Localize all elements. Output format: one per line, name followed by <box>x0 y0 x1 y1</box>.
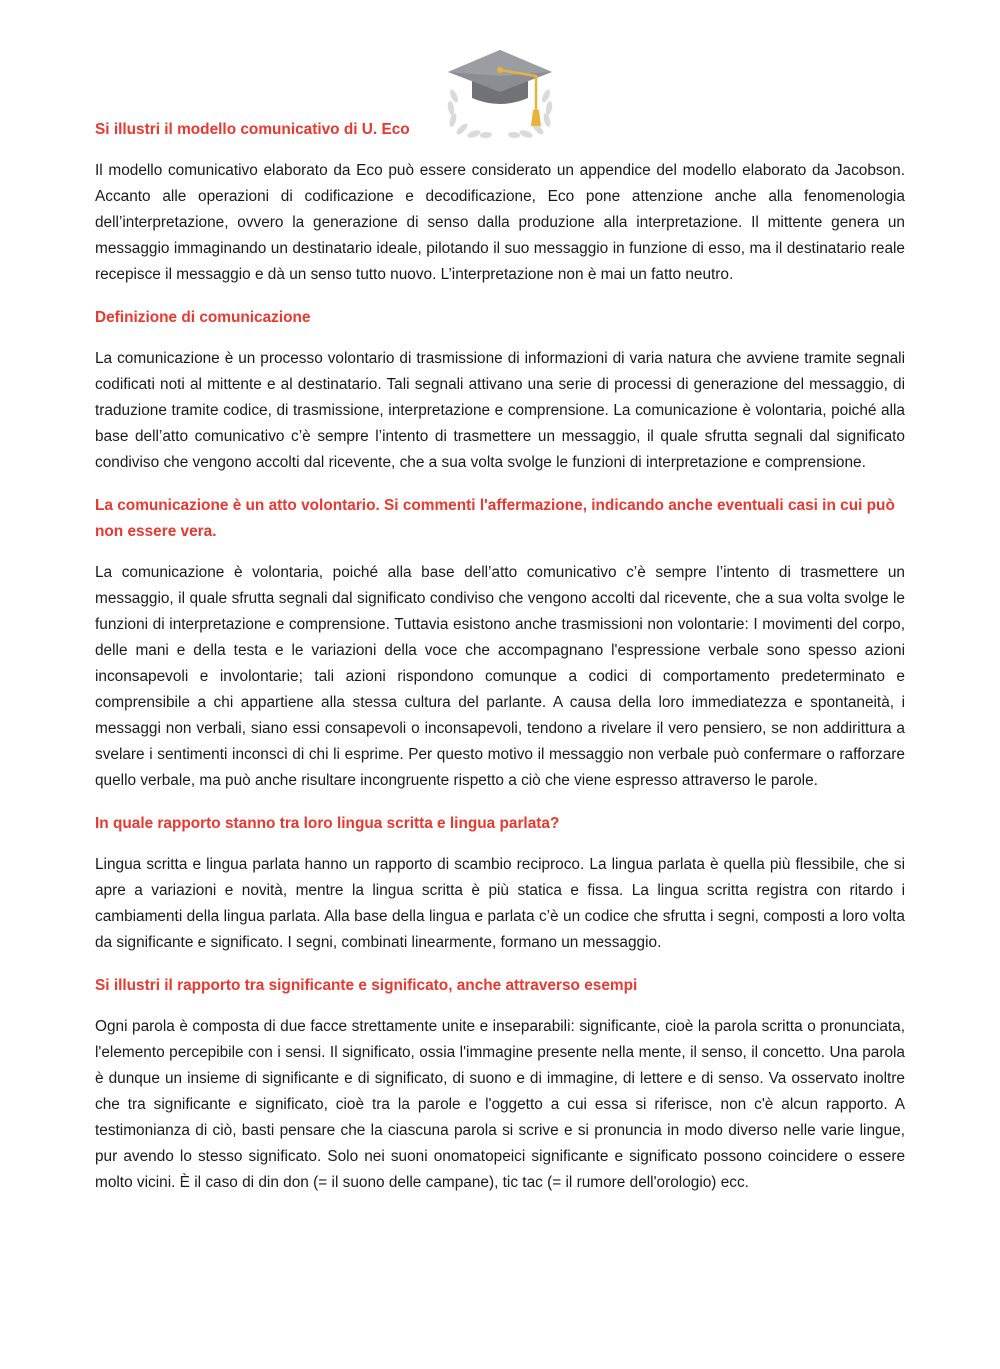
question-heading: In quale rapporto stanno tra loro lingua scritta e lingua parlata? <box>95 815 560 832</box>
answer-paragraph: Il modello comunicativo elaborato da Eco può essere considerato un appendice del modello elaborato da Jacobson. Accanto alle operazioni di codificazione e decodificazione, Eco pone attenzione anche alla fenomenologia dell’interpretazione, ovvero la generazione di senso dalla produzione alla interpretazione. Il mittente genera un messaggio immaginando un destinatario ideale, pilotando il suo messaggio in funzione di esso, ma il destinatario reale recepisce il messaggio e dà un senso tutto nuovo. L’interpretazione non è mai un fatto neutro. <box>95 162 905 283</box>
answer-paragraph: La comunicazione è volontaria, poiché alla base dell’atto comunicativo c’è sempre l’intento di trasmettere un messaggio, il quale sfrutta segnali dal significato condiviso che vengono accolti dal ricevente, che a sua volta svolge le funzioni di interpretazione e comprensione. Tuttavia esistono anche trasmissioni non volontarie: I movimenti del corpo, delle mani e della testa e le variazioni della voce che accompagnano l'espressione verbale sono spesso azioni inconsapevoli e involontarie; tali azioni rispondono comunque a codici di comportamento predeterminato e comprensibile a chi appartiene alla stessa cultura del parlante. A causa della loro immediatezza e spontaneità, i messaggi non verbali, siano essi consapevoli o inconsapevoli, tendono a rivelare il vero pensiero, se non addirittura a svelare i sentimenti inconsci di chi li esprime. Per questo motivo il messaggio non verbale può confermare o rafforzare quello verbale, ma può anche risultare incongruente rispetto a ciò che viene espresso attraverso le parole. <box>95 564 905 789</box>
answer-paragraph: Ogni parola è composta di due facce strettamente unite e inseparabili: significante, cioè la parola scritta o pronunciata, l'elemento percepibile con i sensi. Il significato, ossia l'immagine presente nella mente, il senso, il concetto. Una parola è dunque un insieme di significante e di significato, di suono e di immagine, di lettere e di senso. Va osservato inoltre che tra significante e significato, cioè tra la parole e l'oggetto a cui essa si riferisce, non c'è alcun rapporto. A testimonianza di ciò, basti pensare che la ciascuna parola si scrive e si pronuncia in modo diverso nelle varie lingue, pur avendo lo stesso significato. Solo nei suoni onomatopeici significante e significato possono coincidere o essere molto vicini. È il caso di din don (= il suono delle campane), tic tac (= il rumore dell'orologio) ecc. <box>95 1018 905 1191</box>
answer-paragraph: Lingua scritta e lingua parlata hanno un rapporto di scambio reciproco. La lingua parlata è quella più flessibile, che si apre a variazioni e novità, mentre la lingua scritta è più statica e fissa. La lingua scritta registra con ritardo i cambiamenti della lingua parlata. Alla base della lingua e parlata c’è un codice che sfrutta i segni, composti a loro volta da significante e significato. I segni, combinati linearmente, formano un messaggio. <box>95 856 905 951</box>
question-heading: La comunicazione è un atto volontario. Si commenti l'affermazione, indicando anche eventuali casi in cui può non essere vera. <box>95 497 895 540</box>
answer-paragraph: La comunicazione è un processo volontario di trasmissione di informazioni di varia natura che avviene tramite segnali codificati noti al mittente e al destinatario. Tali segnali attivano una serie di processi di generazione del messaggio, di traduzione tramite codice, di trasmissione, interpretazione e comprensione. La comunicazione è volontaria, poiché alla base dell’atto comunicativo c’è sempre l’intento di trasmettere un messaggio, il quale sfrutta segnali dal significato condiviso che vengono accolti dal ricevente, che a sua volta svolge le funzioni di interpretazione e comprensione. <box>95 350 905 471</box>
question-heading: Si illustri il modello comunicativo di U. Eco <box>95 121 410 138</box>
document-body <box>95 117 905 1196</box>
question-heading: Definizione di comunicazione <box>95 309 311 326</box>
question-heading: Si illustri il rapporto tra significante e significato, anche attraverso esempi <box>95 977 638 994</box>
